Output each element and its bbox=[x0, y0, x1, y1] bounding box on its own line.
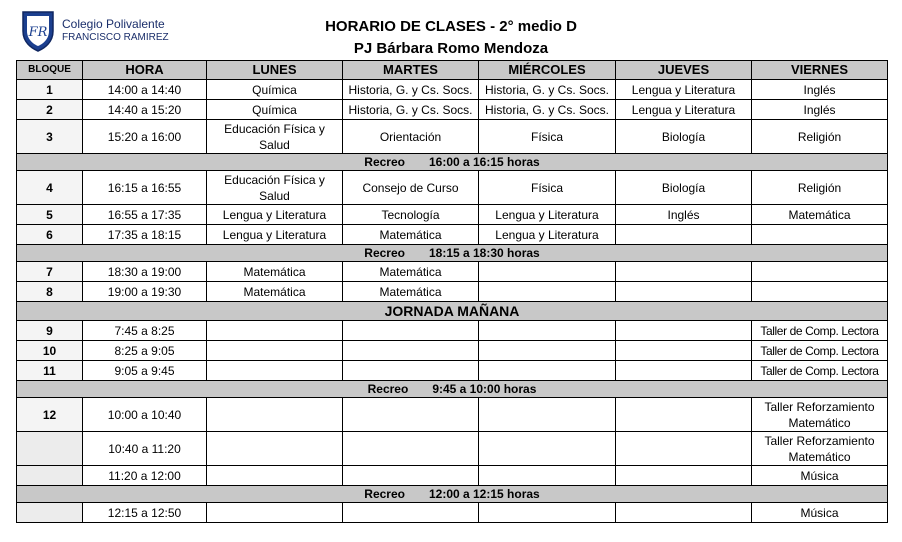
lunes-cell bbox=[207, 341, 343, 361]
miercoles-cell: Historia, G. y Cs. Socs. bbox=[479, 80, 616, 100]
hora-cell: 12:15 a 12:50 bbox=[83, 503, 207, 523]
table-row bbox=[17, 171, 888, 205]
jueves-cell bbox=[616, 321, 752, 341]
recreo-time: 9:45 a 10:00 horas bbox=[432, 382, 537, 396]
col-header-lunes: LUNES bbox=[207, 61, 343, 80]
miercoles-cell bbox=[479, 361, 616, 381]
table-row bbox=[17, 205, 888, 225]
miercoles-cell bbox=[479, 466, 616, 486]
recreo-time: 18:15 a 18:30 horas bbox=[428, 246, 540, 260]
martes-cell: Matemática bbox=[343, 282, 479, 302]
miercoles-cell bbox=[479, 341, 616, 361]
bloque-cell: 7 bbox=[17, 262, 83, 282]
martes-cell bbox=[343, 503, 479, 523]
viernes-cell: Religión bbox=[752, 120, 888, 154]
recreo-row bbox=[17, 154, 888, 171]
recreo-label: Recreo bbox=[367, 382, 409, 396]
logo-monogram: FR bbox=[28, 25, 48, 40]
jueves-cell bbox=[616, 432, 752, 466]
viernes-cell: Música bbox=[752, 466, 888, 486]
miercoles-cell bbox=[479, 432, 616, 466]
page-subtitle: PJ Bárbara Romo Mendoza bbox=[353, 40, 549, 57]
col-header-viernes: VIERNES bbox=[752, 61, 888, 80]
hora-cell: 15:20 a 16:00 bbox=[83, 120, 207, 154]
hora-cell: 7:45 a 8:25 bbox=[83, 321, 207, 341]
col-header-martes: MARTES bbox=[343, 61, 479, 80]
hora-cell: 19:00 a 19:30 bbox=[83, 282, 207, 302]
lunes-cell: Educación Física y Salud bbox=[207, 120, 343, 154]
hora-cell: 16:15 a 16:55 bbox=[83, 171, 207, 205]
jueves-cell bbox=[616, 262, 752, 282]
bloque-cell: 12 bbox=[17, 398, 83, 432]
header-row bbox=[17, 61, 888, 80]
martes-cell bbox=[343, 321, 479, 341]
jornada-row bbox=[17, 302, 888, 321]
table-row bbox=[17, 361, 888, 381]
hora-cell: 18:30 a 19:00 bbox=[83, 262, 207, 282]
viernes-cell bbox=[752, 262, 888, 282]
martes-cell bbox=[343, 432, 479, 466]
viernes-cell: Matemática bbox=[752, 205, 888, 225]
miercoles-cell bbox=[479, 398, 616, 432]
recreo-label: Recreo bbox=[364, 246, 405, 260]
hora-cell: 10:40 a 11:20 bbox=[83, 432, 207, 466]
viernes-cell: Taller Reforzamiento Matemático bbox=[752, 432, 888, 466]
table-row bbox=[17, 100, 888, 120]
bloque-cell: 11 bbox=[17, 361, 83, 381]
recreo-row bbox=[17, 486, 888, 503]
jueves-cell: Biología bbox=[616, 171, 752, 205]
miercoles-cell bbox=[479, 503, 616, 523]
miercoles-cell: Física bbox=[479, 171, 616, 205]
martes-cell bbox=[343, 466, 479, 486]
bloque-cell: 1 bbox=[17, 80, 83, 100]
hora-cell: 16:55 a 17:35 bbox=[83, 205, 207, 225]
lunes-cell bbox=[207, 398, 343, 432]
viernes-cell: Taller de Comp. Lectora bbox=[752, 321, 888, 341]
miercoles-cell: Física bbox=[479, 120, 616, 154]
col-header-jueves: JUEVES bbox=[616, 61, 752, 80]
table-row bbox=[17, 120, 888, 154]
lunes-cell: Lengua y Literatura bbox=[207, 205, 343, 225]
jueves-cell: Inglés bbox=[616, 205, 752, 225]
viernes-cell: Inglés bbox=[752, 80, 888, 100]
hora-cell: 14:40 a 15:20 bbox=[83, 100, 207, 120]
hora-cell: 9:05 a 9:45 bbox=[83, 361, 207, 381]
recreo-label: Recreo bbox=[364, 487, 405, 501]
table-row bbox=[17, 398, 888, 432]
recreo-row bbox=[17, 381, 888, 398]
viernes-cell: Música bbox=[752, 503, 888, 523]
hora-cell: 10:00 a 10:40 bbox=[83, 398, 207, 432]
martes-cell bbox=[343, 398, 479, 432]
jueves-cell: Lengua y Literatura bbox=[616, 100, 752, 120]
martes-cell: Historia, G. y Cs. Socs. bbox=[343, 80, 479, 100]
viernes-cell bbox=[752, 225, 888, 245]
martes-cell: Consejo de Curso bbox=[343, 171, 479, 205]
school-name-line1: Colegio Polivalente bbox=[62, 17, 165, 31]
table-row bbox=[17, 225, 888, 245]
martes-cell: Historia, G. y Cs. Socs. bbox=[343, 100, 479, 120]
bloque-cell bbox=[17, 432, 83, 466]
recreo-row bbox=[17, 245, 888, 262]
recreo-cell bbox=[17, 245, 888, 262]
lunes-cell bbox=[207, 321, 343, 341]
hora-cell: 14:00 a 14:40 bbox=[83, 80, 207, 100]
miercoles-cell bbox=[479, 282, 616, 302]
col-header-bloque: BLOQUE bbox=[17, 61, 83, 80]
table-row bbox=[17, 262, 888, 282]
lunes-cell bbox=[207, 466, 343, 486]
lunes-cell: Química bbox=[207, 100, 343, 120]
table-row bbox=[17, 282, 888, 302]
recreo-label: Recreo bbox=[364, 155, 405, 169]
lunes-cell: Lengua y Literatura bbox=[207, 225, 343, 245]
martes-cell: Matemática bbox=[343, 225, 479, 245]
miercoles-cell bbox=[479, 262, 616, 282]
lunes-cell bbox=[207, 361, 343, 381]
jueves-cell bbox=[616, 466, 752, 486]
hora-cell: 11:20 a 12:00 bbox=[83, 466, 207, 486]
schedule-table bbox=[16, 60, 888, 523]
lunes-cell: Matemática bbox=[207, 262, 343, 282]
jueves-cell bbox=[616, 361, 752, 381]
miercoles-cell: Lengua y Literatura bbox=[479, 225, 616, 245]
col-header-hora: HORA bbox=[83, 61, 207, 80]
recreo-cell bbox=[17, 381, 888, 398]
bloque-cell: 6 bbox=[17, 225, 83, 245]
jueves-cell bbox=[616, 225, 752, 245]
table-row bbox=[17, 432, 888, 466]
lunes-cell: Educación Física y Salud bbox=[207, 171, 343, 205]
bloque-cell: 5 bbox=[17, 205, 83, 225]
viernes-cell: Inglés bbox=[752, 100, 888, 120]
martes-cell: Orientación bbox=[343, 120, 479, 154]
bloque-cell: 4 bbox=[17, 171, 83, 205]
table-row bbox=[17, 80, 888, 100]
page-title: HORARIO DE CLASES - 2° medio D bbox=[325, 18, 577, 35]
school-name-line2: FRANCISCO RAMIREZ bbox=[62, 32, 169, 43]
miercoles-cell bbox=[479, 321, 616, 341]
bloque-cell: 10 bbox=[17, 341, 83, 361]
bloque-cell: 9 bbox=[17, 321, 83, 341]
jueves-cell: Lengua y Literatura bbox=[616, 80, 752, 100]
bloque-cell: 3 bbox=[17, 120, 83, 154]
bloque-cell: 8 bbox=[17, 282, 83, 302]
bloque-cell: 2 bbox=[17, 100, 83, 120]
martes-cell bbox=[343, 341, 479, 361]
lunes-cell: Matemática bbox=[207, 282, 343, 302]
martes-cell: Matemática bbox=[343, 262, 479, 282]
recreo-cell bbox=[17, 486, 888, 503]
jueves-cell bbox=[616, 503, 752, 523]
martes-cell bbox=[343, 361, 479, 381]
jueves-cell: Biología bbox=[616, 120, 752, 154]
hora-cell: 8:25 a 9:05 bbox=[83, 341, 207, 361]
table-row bbox=[17, 466, 888, 486]
jueves-cell bbox=[616, 398, 752, 432]
viernes-cell bbox=[752, 282, 888, 302]
jueves-cell bbox=[616, 341, 752, 361]
viernes-cell: Taller de Comp. Lectora bbox=[752, 341, 888, 361]
recreo-time: 16:00 a 16:15 horas bbox=[428, 155, 540, 169]
jornada-heading: JORNADA MAÑANA bbox=[17, 302, 888, 321]
lunes-cell bbox=[207, 432, 343, 466]
viernes-cell: Taller de Comp. Lectora bbox=[752, 361, 888, 381]
col-header-miercoles: MIÉRCOLES bbox=[479, 61, 616, 80]
bloque-cell bbox=[17, 466, 83, 486]
viernes-cell: Religión bbox=[752, 171, 888, 205]
jueves-cell bbox=[616, 282, 752, 302]
martes-cell: Tecnología bbox=[343, 205, 479, 225]
viernes-cell: Taller Reforzamiento Matemático bbox=[752, 398, 888, 432]
hora-cell: 17:35 a 18:15 bbox=[83, 225, 207, 245]
lunes-cell: Química bbox=[207, 80, 343, 100]
recreo-time: 12:00 a 12:15 horas bbox=[428, 487, 540, 501]
bloque-cell bbox=[17, 503, 83, 523]
miercoles-cell: Historia, G. y Cs. Socs. bbox=[479, 100, 616, 120]
recreo-cell bbox=[17, 154, 888, 171]
lunes-cell bbox=[207, 503, 343, 523]
table-row bbox=[17, 503, 888, 523]
table-row bbox=[17, 321, 888, 341]
miercoles-cell: Lengua y Literatura bbox=[479, 205, 616, 225]
table-row bbox=[17, 341, 888, 361]
